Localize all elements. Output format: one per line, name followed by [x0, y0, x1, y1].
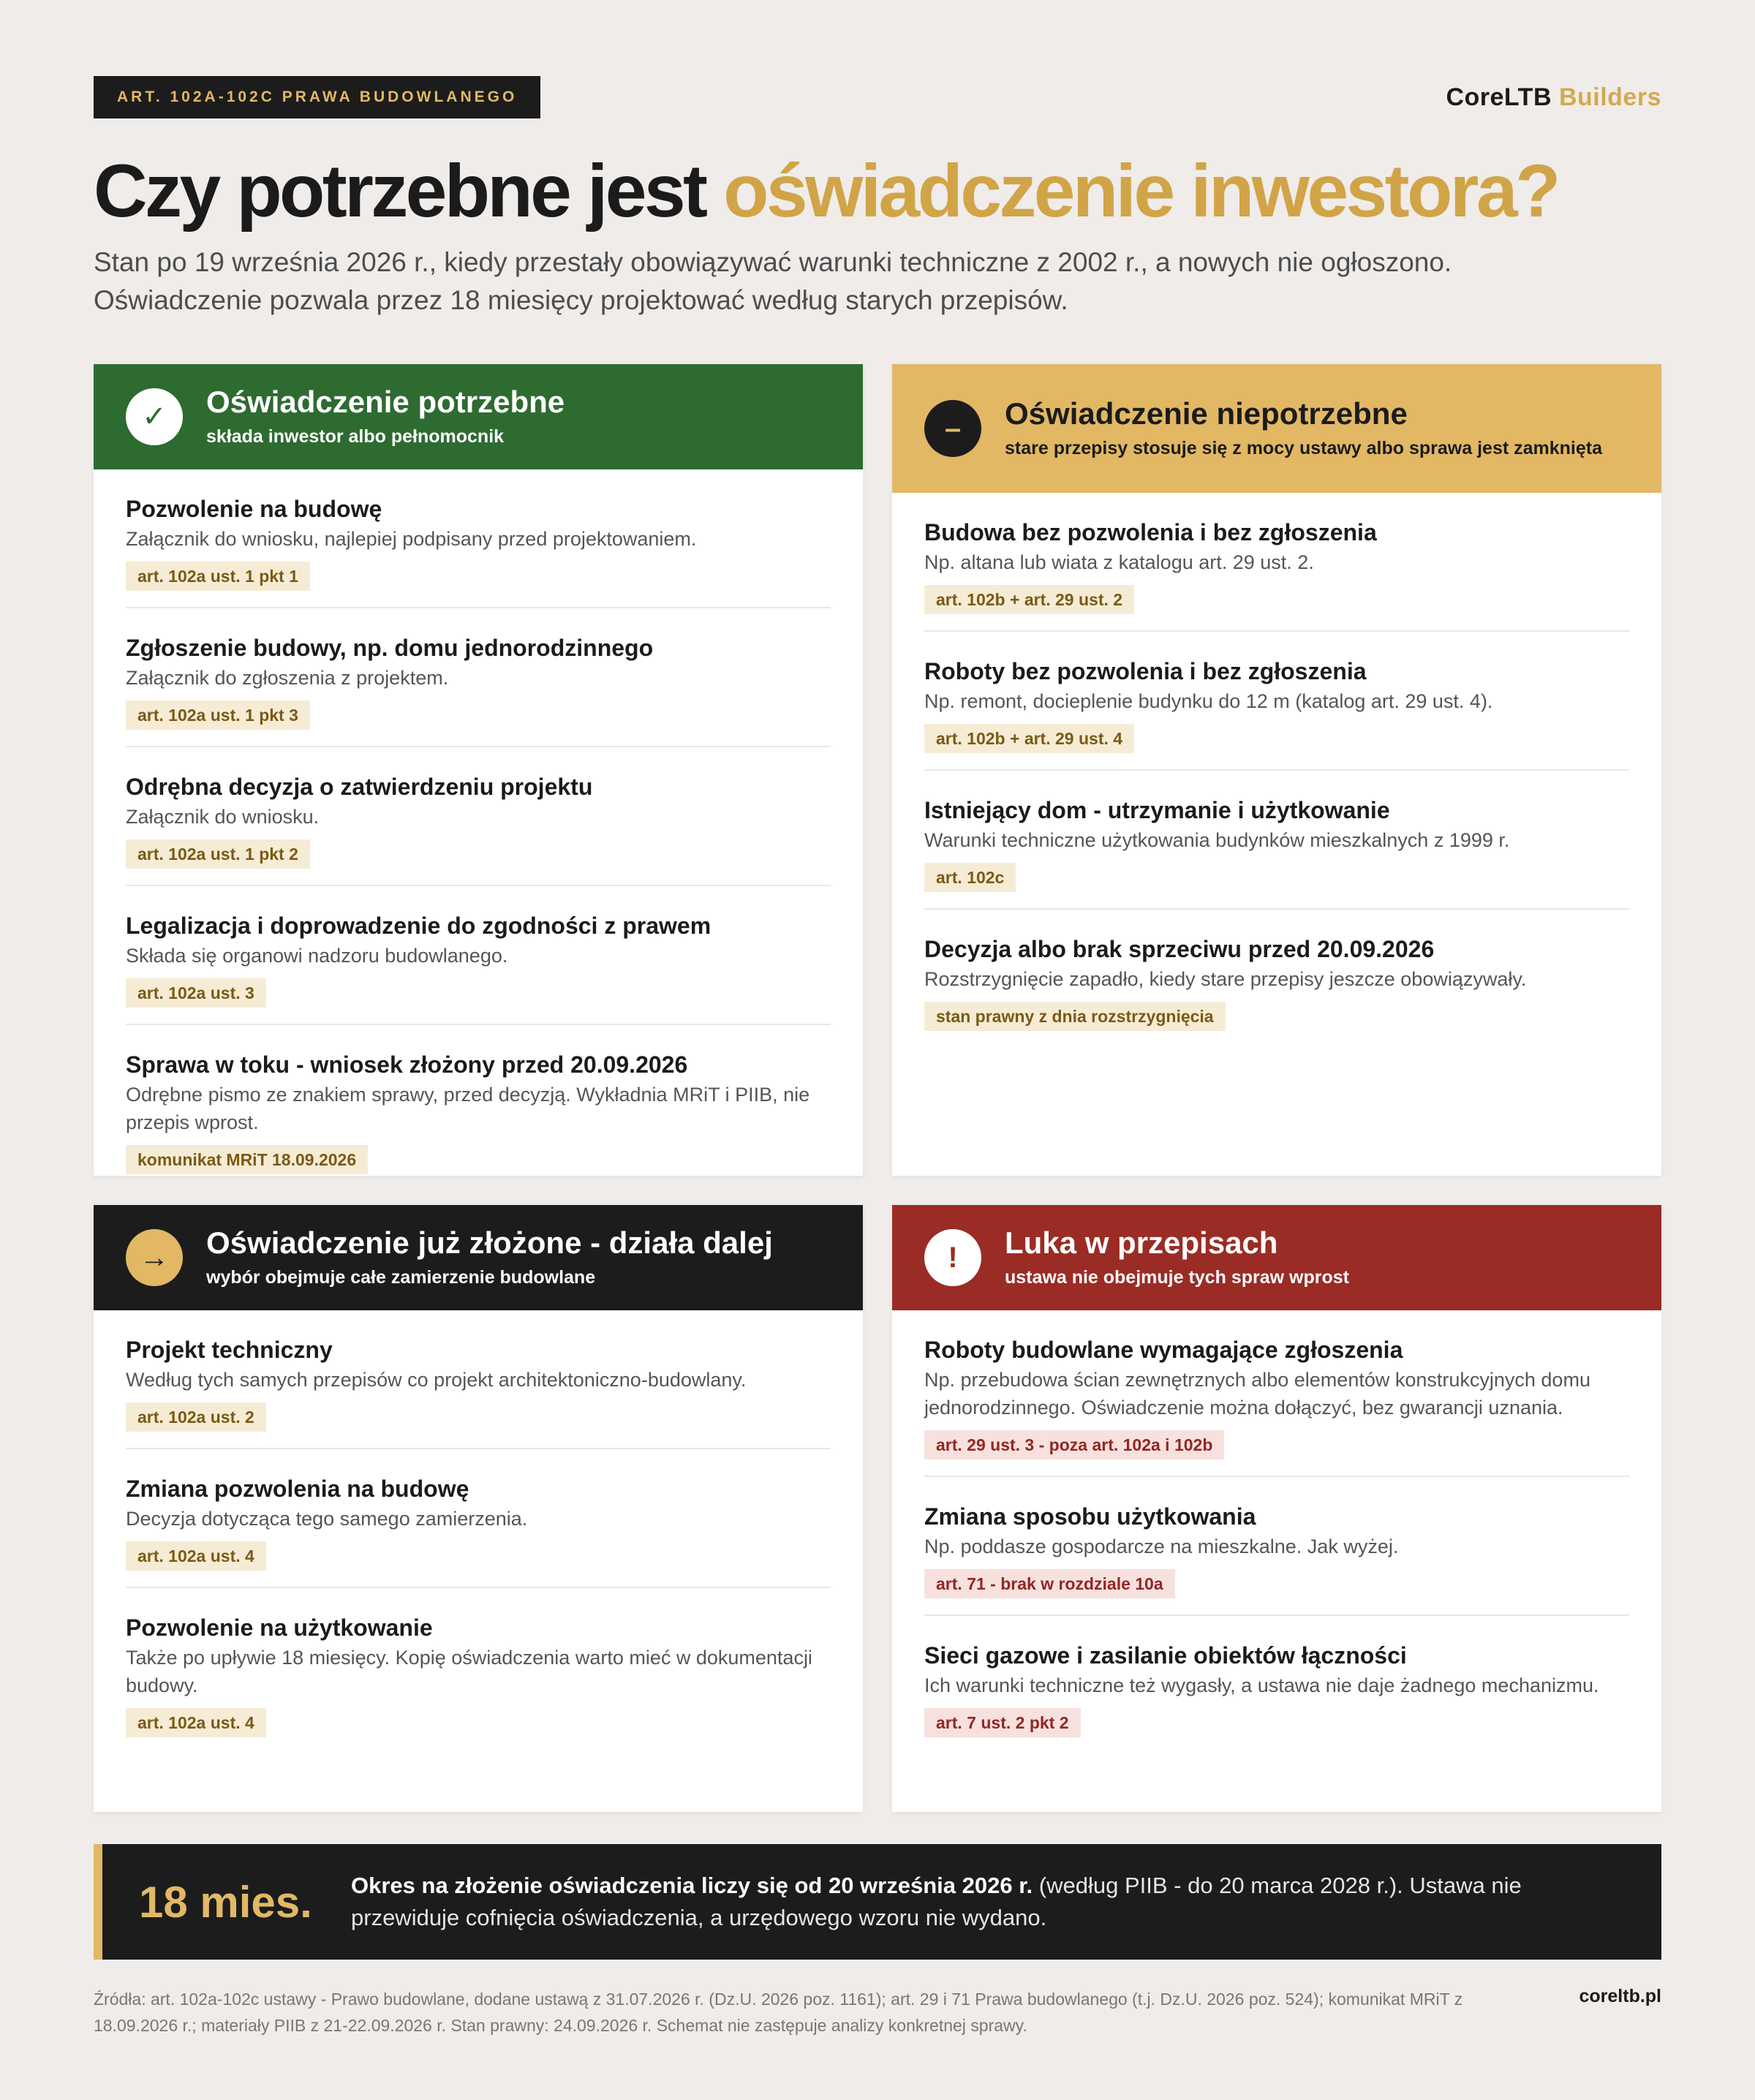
site-link[interactable]: coreltb.pl [1579, 1986, 1661, 2006]
legal-reference-badge: komunikat MRiT 18.09.2026 [126, 1145, 368, 1174]
card-needed [94, 364, 863, 1176]
deadline-banner [94, 1844, 1661, 1960]
list-item [126, 1025, 831, 1190]
list-item [126, 469, 831, 608]
title-main: Czy potrzebne jest [94, 149, 706, 233]
card-needed-header [94, 364, 863, 469]
item-description: Rozstrzygnięcie zapadło, kiedy stare przepisy jeszcze obowiązywały. [924, 968, 1527, 990]
check-icon: ✓ [126, 388, 183, 445]
item-description: Według tych samych przepisów co projekt architektoniczno-budowlany. [126, 1369, 747, 1391]
lede-line-2: Oświadczenie pozwala przez 18 miesięcy projektować według starych przepisów. [94, 285, 1068, 316]
top-bar [94, 76, 1661, 118]
card-not-needed-list [892, 493, 1661, 1047]
card-filed-list [94, 1310, 863, 1753]
card-subtitle: wybór obejmuje całe zamierzenie budowlane [206, 1267, 596, 1288]
item-description: Warunki techniczne użytkowania budynków mieszkalnych z 1999 r. [924, 829, 1510, 851]
title-accent: oświadczenie inwestora? [723, 149, 1558, 233]
item-description: Np. altana lub wiata z katalogu art. 29 ust. 2. [924, 551, 1314, 573]
item-title: Roboty budowlane wymagające zgłoszenia [924, 1337, 1403, 1363]
item-title: Sieci gazowe i zasilanie obiektów łączności [924, 1642, 1407, 1669]
item-title: Pozwolenie na użytkowanie [126, 1614, 433, 1641]
sources-note: Źródła: art. 102a-102c ustawy - Prawo budowlane, dodane ustawą z 31.07.2026 r. (Dz.U. 2026 poz. 1161); art. 29 i 71 Prawa budowlanego (t.j. Dz.U. 2026 poz. 524); komunikat MRiT z 18.09.2026 r.; materiały PIIB z 21-22.09.2026 r. Stan prawny: 24.09.2026 r. Schemat nie zastępuje analizy konkretnej sprawy. [94, 1990, 1463, 2035]
legal-reference-badge: art. 7 ust. 2 pkt 2 [924, 1708, 1081, 1737]
list-item [126, 1449, 831, 1588]
card-needed-list [94, 469, 863, 1190]
legal-reference-badge: art. 102b + art. 29 ust. 2 [924, 585, 1134, 614]
list-item [924, 493, 1629, 632]
card-not-needed-header [892, 364, 1661, 493]
deadline-bold-text: Okres na złożenie oświadczenia liczy się od 20 września 2026 r. [351, 1873, 1033, 1898]
item-title: Istniejący dom - utrzymanie i użytkowanie [924, 797, 1390, 823]
item-description: Załącznik do wniosku. [126, 806, 320, 828]
card-subtitle: ustawa nie obejmuje tych spraw wprost [1005, 1267, 1349, 1288]
list-item [924, 771, 1629, 910]
item-title: Pozwolenie na budowę [126, 496, 382, 522]
legal-reference-badge: art. 102a ust. 3 [126, 978, 266, 1008]
minus-icon: – [924, 400, 981, 457]
card-subtitle: stare przepisy stosuje się z mocy ustawy albo sprawa jest zamknięta [1005, 438, 1603, 459]
legal-reference-badge: art. 102c [924, 863, 1016, 892]
legal-reference-badge: art. 71 - brak w rozdziale 10a [924, 1569, 1175, 1598]
card-filed [94, 1205, 863, 1812]
item-description: Np. remont, docieplenie budynku do 12 m (katalog art. 29 ust. 4). [924, 690, 1493, 712]
item-description: Załącznik do wniosku, najlepiej podpisany przed projektowaniem. [126, 528, 697, 550]
card-gap-header [892, 1205, 1661, 1310]
item-description: Załącznik do zgłoszenia z projektem. [126, 667, 449, 689]
page-title [94, 149, 1661, 233]
brand-logo [1446, 83, 1661, 112]
list-item [924, 632, 1629, 771]
card-subtitle: składa inwestor albo pełnomocnik [206, 426, 505, 447]
list-item [924, 1310, 1629, 1477]
list-item [126, 886, 831, 1025]
page-header [94, 76, 1661, 320]
legal-reference-badge: stan prawny z dnia rozstrzygnięcia [924, 1002, 1226, 1031]
item-title: Budowa bez pozwolenia i bez zgłoszenia [924, 519, 1377, 545]
item-title: Zmiana pozwolenia na budowę [126, 1476, 469, 1502]
lede-line-1: Stan po 19 września 2026 r., kiedy przestały obowiązywać warunki techniczne z 2002 r., a nowych nie ogłoszono. [94, 247, 1452, 278]
item-description: Np. poddasze gospodarcze na mieszkalne. Jak wyżej. [924, 1536, 1399, 1557]
legal-reference-badge: art. 102a ust. 1 pkt 2 [126, 839, 310, 869]
card-title: Oświadczenie już złożone - działa dalej [206, 1225, 773, 1260]
card-title: Oświadczenie potrzebne [206, 384, 565, 419]
list-item [924, 910, 1629, 1047]
item-title: Legalizacja i doprowadzenie do zgodności z prawem [126, 913, 712, 939]
brand-main: CoreLTB [1446, 83, 1552, 111]
card-title: Luka w przepisach [1005, 1225, 1278, 1260]
exclamation-icon: ! [924, 1229, 981, 1286]
legal-reference-badge: art. 102a ust. 4 [126, 1708, 266, 1737]
list-item [126, 1310, 831, 1449]
item-description: Np. przebudowa ścian zewnętrznych albo elementów konstrukcyjnych domu jednorodzinnego. Oświadczenie można dołączyć, bez gwarancji uznania. [924, 1369, 1590, 1419]
item-title: Decyzja albo brak sprzeciwu przed 20.09.2026 [924, 936, 1435, 962]
list-item [126, 608, 831, 747]
footer [94, 1986, 1661, 2039]
item-title: Sprawa w toku - wniosek złożony przed 20.09.2026 [126, 1051, 688, 1078]
item-description: Także po upływie 18 miesięcy. Kopię oświadczenia warto mieć w dokumentacji budowy. [126, 1647, 812, 1696]
legal-reference-badge: art. 102a ust. 1 pkt 1 [126, 562, 310, 591]
article-tag: ART. 102A-102C PRAWA BUDOWLANEGO [94, 76, 540, 118]
legal-reference-badge: art. 29 ust. 3 - poza art. 102a i 102b [924, 1430, 1224, 1459]
item-description: Decyzja dotycząca tego samego zamierzenia. [126, 1508, 528, 1530]
item-title: Zmiana sposobu użytkowania [924, 1503, 1256, 1530]
list-item [126, 747, 831, 886]
list-item [924, 1616, 1629, 1753]
item-title: Zgłoszenie budowy, np. domu jednorodzinnego [126, 635, 654, 661]
card-filed-header [94, 1205, 863, 1310]
lede [94, 243, 1661, 320]
list-item [924, 1477, 1629, 1616]
card-gap [892, 1205, 1661, 1812]
list-item [126, 1588, 831, 1753]
card-not-needed [892, 364, 1661, 1176]
item-title: Roboty bez pozwolenia i bez zgłoszenia [924, 658, 1367, 684]
item-title: Projekt techniczny [126, 1337, 333, 1363]
arrow-right-icon: → [126, 1229, 183, 1286]
deadline-rest-text: (według PIIB - do 20 marca 2028 r.). Ustawa nie przewiduje cofnięcia oświadczenia, a urzędowego wzoru nie wydano. [351, 1873, 1522, 1930]
legal-reference-badge: art. 102a ust. 2 [126, 1402, 266, 1432]
legal-reference-badge: art. 102a ust. 1 pkt 3 [126, 700, 310, 730]
deadline-value: 18 mies. [139, 1877, 312, 1927]
legal-reference-badge: art. 102a ust. 4 [126, 1541, 266, 1571]
item-description: Odrębne pismo ze znakiem sprawy, przed decyzją. Wykładnia MRiT i PIIB, nie przepis wprost. [126, 1084, 810, 1133]
card-gap-list [892, 1310, 1661, 1753]
item-description: Składa się organowi nadzoru budowlanego. [126, 945, 508, 967]
card-title: Oświadczenie niepotrzebne [1005, 396, 1408, 431]
brand-accent: Builders [1558, 83, 1661, 111]
item-title: Odrębna decyzja o zatwierdzeniu projektu [126, 774, 593, 800]
item-description: Ich warunki techniczne też wygasły, a ustawa nie daje żadnego mechanizmu. [924, 1674, 1599, 1696]
deadline-text [351, 1870, 1594, 1934]
legal-reference-badge: art. 102b + art. 29 ust. 4 [924, 724, 1134, 753]
